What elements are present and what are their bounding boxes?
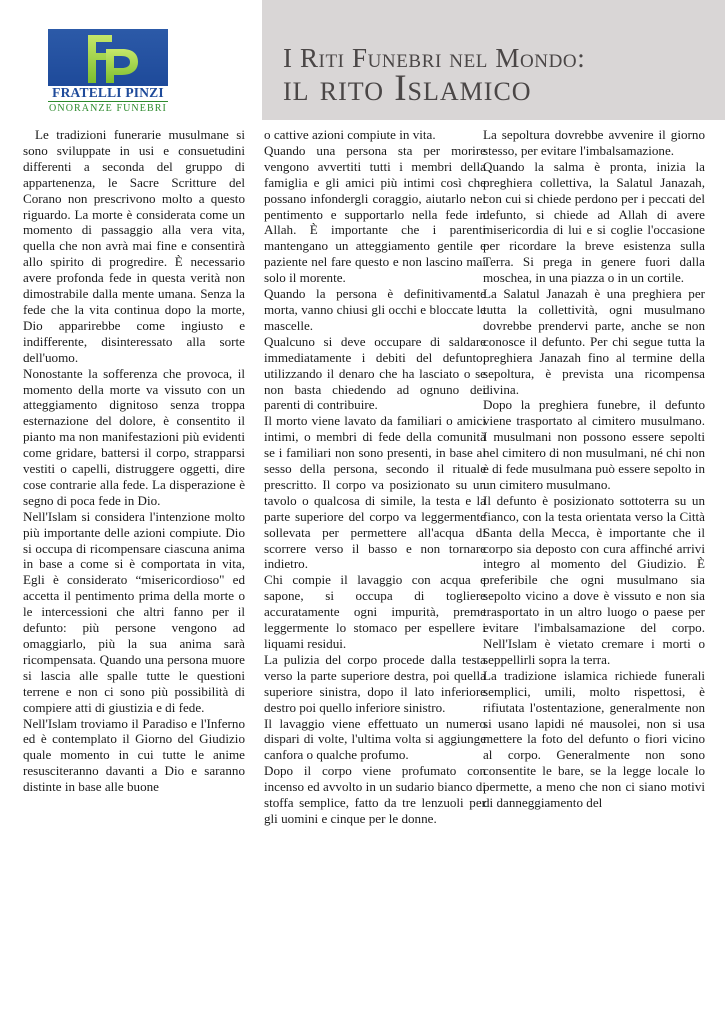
paragraph: Il lavaggio viene effettuato un numero dispari di volte, l'ultima volta si aggiunge canfora o qualche profumo. bbox=[264, 715, 486, 763]
paragraph: La sepoltura dovrebbe avvenire il giorno stesso, per evitare l'imbalsamazione. bbox=[483, 127, 705, 158]
paragraph: Chi compie il lavaggio con acqua e sapone, si occupa di togliere accuratamente ogni impurità, preme leggermente lo stomaco per espellere i liquami residui. bbox=[264, 572, 486, 651]
paragraph: Il morto viene lavato da familiari o amici intimi, o membri di fede della comunità se i familiari non sono presenti, in base al sesso della persona, secondo il rituale prescritto. Il corpo va posizionato su un tavolo o qualcosa di simile, la testa e la parte superiore del corpo va leggermente sollevata per permettere all'acqua di scorrere verso il basso e non tornare indietro. bbox=[264, 413, 486, 572]
paragraph: Dopo il corpo viene profumato con incenso ed avvolto in un sudario bianco di stoffa semplice, fatto da tre lenzuoli per gli uomini e cinque per le donne. bbox=[264, 763, 486, 826]
paragraph: Quando la persona è definitivamente morta, vanno chiusi gli occhi e bloccate le mascelle. bbox=[264, 286, 486, 333]
fp-logo-icon bbox=[48, 29, 168, 86]
text-column-2 bbox=[264, 127, 486, 1019]
paragraph: La pulizia del corpo procede dalla testa verso la parte superiore destra, poi quella superiore sinistra, dopo il lato inferiore destro poi quello inferiore sinistro. bbox=[264, 651, 486, 715]
paragraph: Qualcuno si deve occupare di saldare immediatamente i debiti del defunto, utilizzando il denaro che ha lasciato o se non basta chiedendo ad ognuno dei parenti di contribuire. bbox=[264, 333, 486, 413]
paragraph: Nell'Islam si considera l'intenzione molto più importante delle azioni compiute. Dio si occupa di ricompensare ciascuna anima in base a come si è comportata in vita, Egli è considerato “misericordioso" ed accetta il pentimento prima della morte o le intercessioni che altri fanno per il defunto: più persone vengono ad omaggiarlo, più la sua anima sarà ricompensata. Quando una persona muore si lascia alle spalle tutte le questioni terrene e non ci sono più possibilità di compiere atti di giustizia e di fede. bbox=[23, 508, 245, 715]
page-title-line2: il rito Islamico bbox=[283, 68, 532, 109]
paragraph: Quando la salma è pronta, inizia la preghiera collettiva, la Salatul Janazah, con cui si chiede perdono per i peccati del defunto, si chiede ad Allah di avere misericordia di lui e si coglie l'occasione per ricordare la breve esistenza sulla Terra. Si prega in genere fuori dalla moschea, in una piazza o in un cortile. bbox=[483, 158, 705, 286]
brand-subtitle: ONORANZE FUNEBRI bbox=[49, 103, 167, 114]
page-title-line1: I Riti Funebri nel Mondo: bbox=[283, 43, 586, 73]
brand-logo bbox=[48, 29, 168, 86]
text-column-1 bbox=[23, 127, 245, 1019]
paragraph: Quando una persona sta per morire vengono avvertiti tutti i membri della famiglia e gli amici più intimi così che possano infondergli coraggio, aiutarlo nel pentimento e supportarlo nella fede in Allah. È importante che i parenti mantengano un atteggiamento gentile e paziente nel fare questo e non lascino mai solo il morente. bbox=[264, 142, 486, 286]
paragraph: Dopo la preghiera funebre, il defunto viene trasportato al cimitero musulmano. I musulmani non possono essere sepolti nel cimitero di non musulmani, né chi non è di fede musulmana può essere sepolto in un cimitero musulmano. bbox=[483, 397, 705, 492]
paragraph: Il defunto è posizionato sottoterra su un fianco, con la testa orientata verso la Città Santa della Mecca, è importante che il corpo sia deposto con cura affinché arrivi integro al momento del Giudizio. È preferibile che ogni musulmano sia sepolto vicino a dove è vissuto e non sia trasportato in un altro luogo o paese per evitare l'imbalsamazione del corpo. Nell'Islam è vietato cremare i morti o seppellirli sopra la terra. bbox=[483, 492, 705, 667]
paragraph: La Salatul Janazah è una preghiera per tutta la collettività, ogni musulmano dovrebbe prendervi parte, anche se non conosce il defunto. Per chi segue tutta la preghiera Janazah fino al termine della sepoltura, è prevista una ricompensa divina. bbox=[483, 286, 705, 397]
brand-name: FRATELLI PINZI bbox=[52, 85, 164, 100]
paragraph: Nell'Islam troviamo il Paradiso e l'Inferno ed è contemplato il Giorno del Giudizio quale momento in cui tutte le anime resusciteranno davanti a Dio e saranno distinte in base alle buone bbox=[23, 715, 245, 795]
paragraph: Nonostante la sofferenza che provoca, il momento della morte va vissuto con un atteggiamento dignitoso senza troppa esternazione del dolore, è consentito il pianto ma non manifestazioni più evidenti come gridare, battersi il corpo, strapparsi vestiti o capelli, distruggere oggetti, dire cose contrarie alla fede. La disperazione è segno di poca fede in Dio. bbox=[23, 365, 245, 508]
text-column-3 bbox=[483, 127, 705, 1019]
paragraph: o cattive azioni compiute in vita. bbox=[264, 127, 436, 142]
paragraph: Le tradizioni funerarie musulmane si sono sviluppate in usi e consuetudini differenti a seconda del gruppo di appartenenza, le Sacre Scritture del Corano non prescrivono molto a questo riguardo. La morte è considerata come un momento di passaggio alla vera vita, quella che non avrà mai fine e consentirà allo spirito di progredire. È necessario avere profonda fede in questa verità non dimostrabile dalla mente umana. Senza la fede che la vita continua dopo la morte, Dio apparirebbe come ingiusto e indifferente, disinteressato alla sorte dell'uomo. bbox=[23, 127, 245, 365]
paragraph: La tradizione islamica richiede funerali semplici, umili, molto rispettosi, è rifiutata l'ostentazione, generalmente non si usano lapidi né mausolei, non si usa mettere la foto del defunto o fiori vicino al corpo. Generalmente non sono consentite le bare, se la legge locale lo permette, a meno che non ci siano motivi di danneggiamento del bbox=[483, 667, 705, 811]
